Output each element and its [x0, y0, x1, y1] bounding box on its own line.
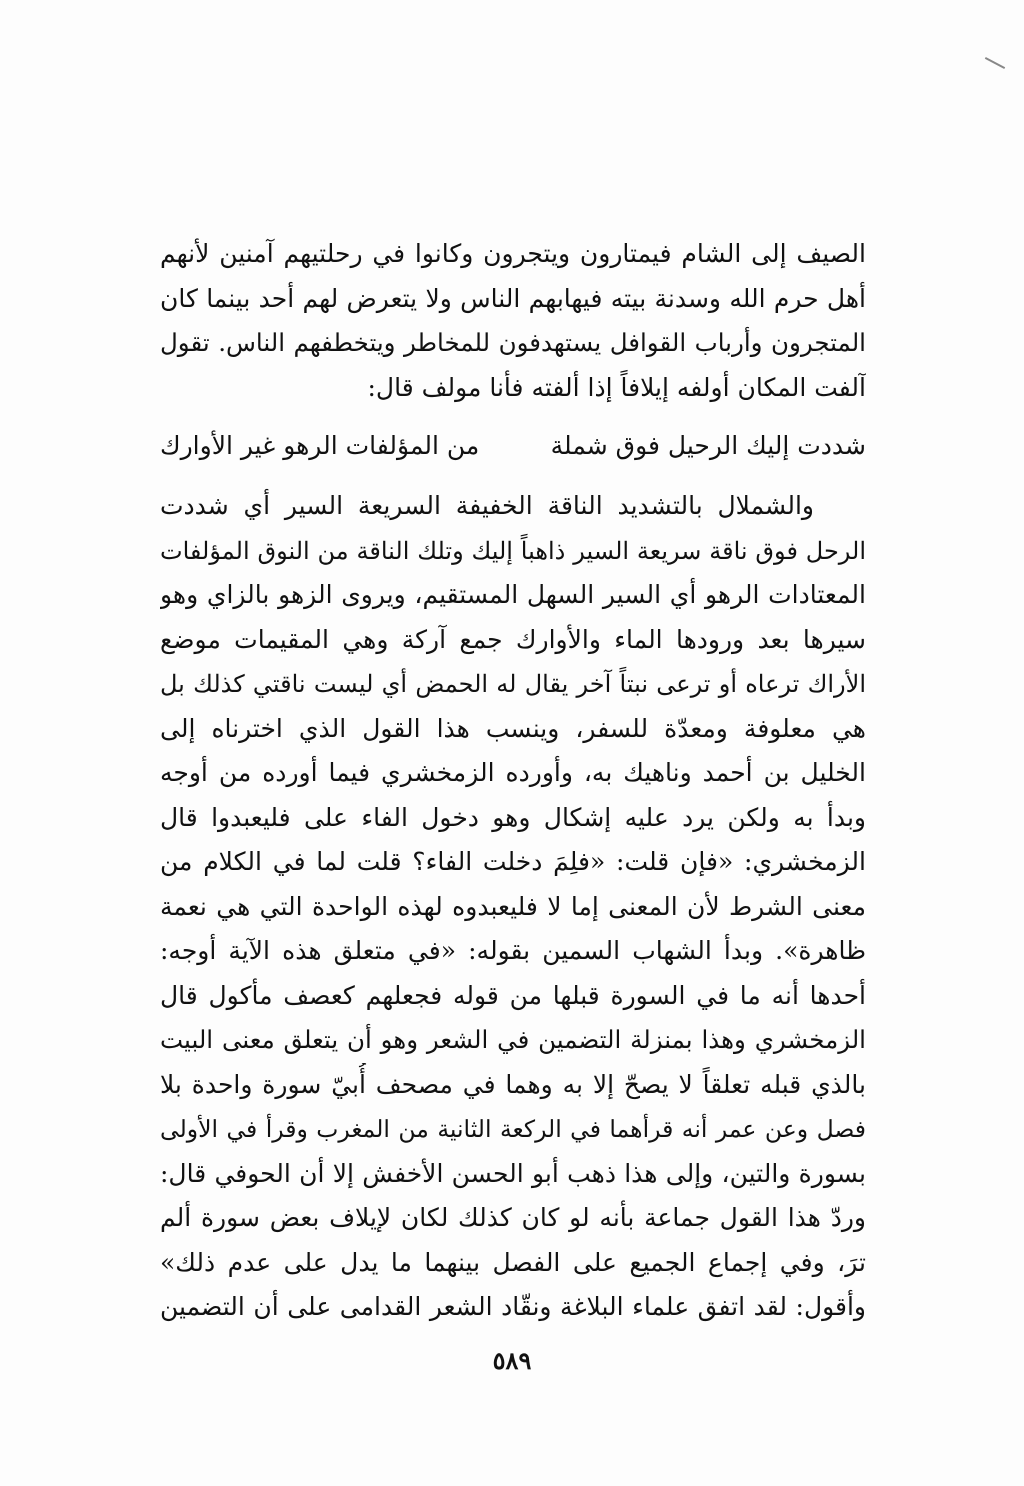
text-line: ترَ، وفي إجماع الجميع على الفصل بينهما ما يدل على عدم ذلك» — [160, 1247, 866, 1277]
paragraph-1 — [160, 232, 866, 410]
text-line: سيرها بعد ورودها الماء والأوارك جمع آركة وهي المقيمات موضع — [160, 624, 866, 654]
text-line: أحدها أنه ما في السورة قبلها من قوله فجعلهم كعصف مأكول قال — [160, 980, 866, 1010]
text-line: أهل حرم الله وسدنة بيته فيهابهم الناس ولا يتعرض لهم أحد بينما كان — [160, 283, 866, 313]
text-line: وأقول: لقد اتفق علماء البلاغة ونقّاد الشعر القدامى على أن التضمين — [160, 1292, 866, 1321]
text-line: هي معلوفة ومعدّة للسفر، وينسب هذا القول الذي اخترناه إلى — [160, 713, 866, 743]
text-line: الزمخشري: «فإن قلت: «فلِمَ دخلت الفاء؟ قلت لما في الكلام من — [160, 847, 866, 876]
text-line: المعتادات الرهو أي السير السهل المستقيم، ويروى الزهو بالزاي وهو — [160, 580, 866, 609]
text-line: آلفت المكان أولفه إيلافاً إذا ألفته فأنا مولف قال: — [367, 372, 866, 402]
text-line: الرحل فوق ناقة سريعة السير ذاهباً إليك وتلك الناقة من النوق المؤلفات — [160, 536, 866, 565]
text-line: والشملال بالتشديد الناقة الخفيفة السريعة السير أي شددت — [160, 491, 814, 520]
poetry-verse — [160, 424, 866, 468]
scan-mark — [985, 57, 1005, 69]
text-line: فصل وعن عمر أنه قرأهما في الركعة الثانية من المغرب وقرأ في الأولى — [160, 1115, 866, 1143]
text-line: الأراك ترعاه أو ترعى نبتاً آخر يقال له الحمض أي ليست ناقتي كذلك بل — [160, 670, 866, 698]
text-line: وردّ هذا القول جماعة بأنه لو كان كذلك لكان لإيلاف بعض سورة ألم — [160, 1203, 866, 1232]
paragraph-2 — [160, 484, 866, 1330]
verse-second-hemistich: من المؤلفات الرهو غير الأوارك — [160, 431, 480, 460]
text-line: الصيف إلى الشام فيمتارون ويتجرون وكانوا في رحلتيهم آمنين لأنهم — [160, 239, 866, 268]
text-line: بالذي قبله تعلقاً لا يصحّ إلا به وهما في مصحف أُبيّ سورة واحدة بلا — [160, 1069, 866, 1099]
text-line: المتجرون وأرباب القوافل يستهدفون للمخاطر ويتخطفهم الناس. تقول — [160, 328, 866, 357]
text-line: الزمخشري وهذا بمنزلة التضمين في الشعر وهو أن يتعلق معنى البيت — [160, 1025, 866, 1054]
verse-first-hemistich: شددت إليك الرحيل فوق شملة — [550, 431, 866, 460]
text-line: بسورة والتين، وإلى هذا ذهب أبو الحسن الأخفش إلا أن الحوفي قال: — [160, 1158, 866, 1188]
text-line: معنى الشرط لأن المعنى إما لا فليعبدوه لهذه الواحدة التي هي نعمة — [160, 891, 866, 921]
text-line: الخليل بن أحمد وناهيك به، وأورده الزمخشري فيما أورده من أوجه — [160, 758, 866, 787]
text-line: وبدأ به ولكن يرد عليه إشكال وهو دخول الفاء على فليعبدوا قال — [160, 802, 866, 832]
text-line: ظاهرة». وبدأ الشهاب السمين بقوله: «في متعلق هذه الآية أوجه: — [160, 936, 866, 965]
page-number: ٥٨٩ — [492, 1346, 532, 1375]
